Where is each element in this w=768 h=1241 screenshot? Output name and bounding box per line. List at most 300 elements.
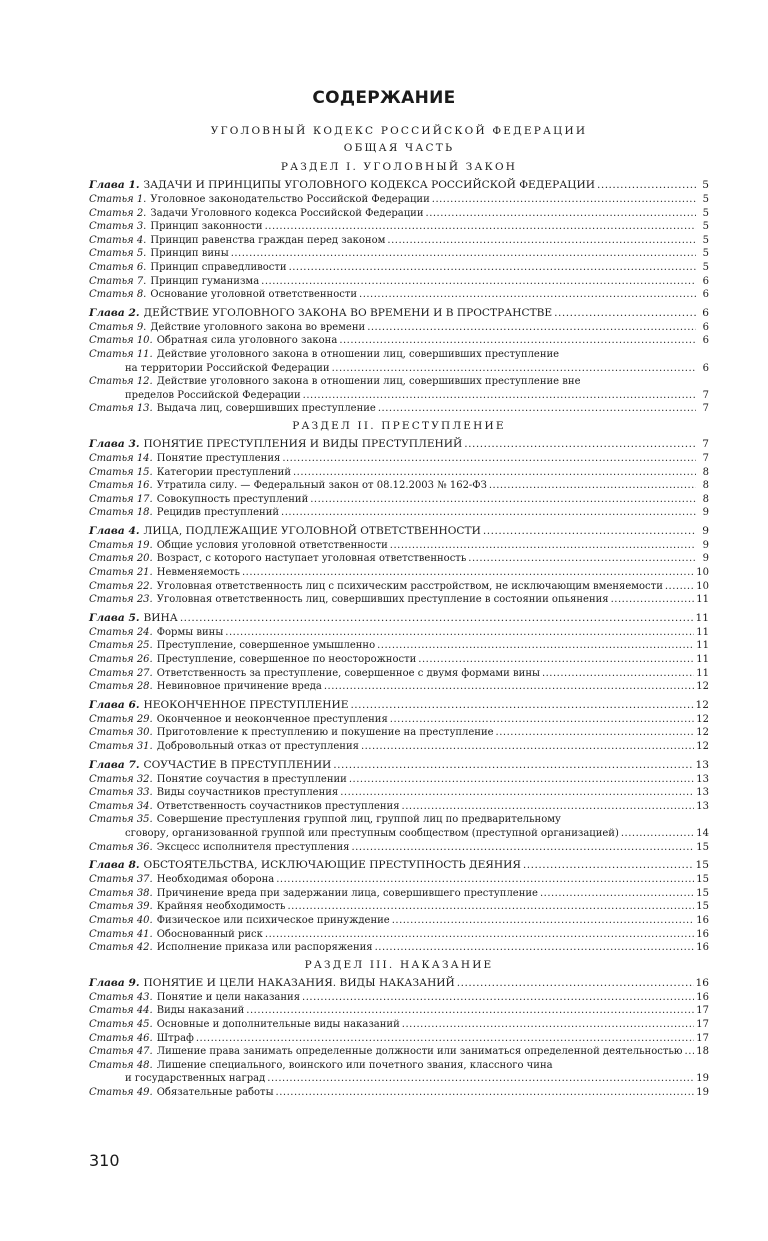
article-label: Статья 26. xyxy=(89,654,153,666)
article-page: 11 xyxy=(696,640,709,652)
article-title: Ответственность за преступление, совершенное с двумя формами вины xyxy=(156,667,540,679)
article-title: Обоснованный риск xyxy=(156,928,263,940)
dot-leader xyxy=(242,566,694,580)
article-title: Принцип гуманизма xyxy=(150,275,260,287)
section-heading: РАЗДЕЛ III. НАКАЗАНИЕ xyxy=(304,958,494,971)
dot-leader xyxy=(359,288,696,302)
dot-leader xyxy=(303,389,696,403)
page-number: 310 xyxy=(89,1151,120,1170)
article-label: Статья 30. xyxy=(89,727,153,739)
article-page: 11 xyxy=(696,667,709,679)
article-title: Лишение специального, воинского или почетного звания, классного чина xyxy=(156,1059,553,1071)
article-label: Статья 20. xyxy=(89,553,153,565)
article-row xyxy=(89,941,709,955)
article-page: 8 xyxy=(702,466,709,478)
dot-leader xyxy=(361,740,694,754)
chapter-page: 6 xyxy=(702,306,709,319)
article-line-1 xyxy=(89,813,709,827)
section-heading: РАЗДЕЛ II. ПРЕСТУПЛЕНИЕ xyxy=(292,419,506,432)
chapter-label: Глава 8. xyxy=(89,859,140,872)
article-title: Возраст, с которого наступает уголовная ответственность xyxy=(156,553,467,565)
article-row xyxy=(89,740,709,754)
article-row xyxy=(89,321,709,335)
article-title: Исполнение приказа или распоряжения xyxy=(156,942,373,954)
chapter-page: 13 xyxy=(695,758,709,771)
article-page: 12 xyxy=(696,727,709,739)
article-title-cont: сговору, организованной группой или преступным сообществом (преступной организацией) xyxy=(125,827,619,839)
article-page: 8 xyxy=(702,493,709,505)
article-row xyxy=(89,452,709,466)
dot-leader xyxy=(418,653,694,667)
dot-leader xyxy=(333,757,693,773)
article-label: Статья 33. xyxy=(89,787,153,799)
article-title-cont: и государственных наград xyxy=(125,1073,266,1085)
article-page: 14 xyxy=(696,827,709,839)
article-row xyxy=(89,773,709,787)
article-row xyxy=(89,207,709,221)
article-page: 5 xyxy=(702,194,709,205)
chapter-row xyxy=(89,857,709,873)
dot-leader xyxy=(542,667,694,681)
article-page: 19 xyxy=(696,1073,709,1085)
article-label: Статья 9. xyxy=(89,321,147,333)
dot-leader xyxy=(349,773,694,787)
article-page: 5 xyxy=(702,221,709,233)
article-title: Основание уголовной ответственности xyxy=(150,289,358,301)
article-label: Статья 12. xyxy=(89,376,153,388)
chapter-row xyxy=(89,757,709,773)
article-title: Необходимая оборона xyxy=(156,874,275,886)
article-page: 19 xyxy=(696,1086,709,1098)
article-label: Статья 5. xyxy=(89,248,147,260)
dot-leader xyxy=(597,177,696,193)
dot-leader xyxy=(432,193,696,207)
article-row xyxy=(89,1059,709,1086)
dot-leader xyxy=(231,247,696,261)
article-row xyxy=(89,653,709,667)
article-label: Статья 10. xyxy=(89,335,153,347)
article-row xyxy=(89,261,709,275)
article-title: Задачи Уголовного кодекса Российской Федерации xyxy=(150,207,424,219)
article-label: Статья 27. xyxy=(89,667,153,679)
article-line-1 xyxy=(89,375,709,389)
article-row xyxy=(89,375,709,402)
dot-leader xyxy=(351,841,694,855)
article-row xyxy=(89,552,709,566)
article-label: Статья 49. xyxy=(89,1086,153,1098)
article-page: 11 xyxy=(696,594,709,606)
article-label: Статья 35. xyxy=(89,814,153,826)
article-page: 17 xyxy=(696,1018,709,1030)
article-title-cont: пределов Российской Федерации xyxy=(125,389,301,401)
dot-leader xyxy=(390,539,696,553)
dot-leader xyxy=(287,900,694,914)
dot-leader xyxy=(265,928,694,942)
article-row xyxy=(89,786,709,800)
article-page: 13 xyxy=(696,787,709,799)
article-label: Статья 48. xyxy=(89,1059,153,1071)
article-row xyxy=(89,334,709,348)
code-title: УГОЛОВНЫЙ КОДЕКС РОССИЙСКОЙ ФЕДЕРАЦИИ xyxy=(210,125,588,137)
article-page: 16 xyxy=(696,942,709,954)
dot-leader xyxy=(302,991,694,1005)
article-page: 7 xyxy=(702,403,709,415)
dot-leader xyxy=(289,261,696,275)
article-title: Совокупность преступлений xyxy=(156,493,309,505)
dot-leader xyxy=(554,305,696,321)
article-row xyxy=(89,639,709,653)
article-page: 5 xyxy=(702,234,709,246)
article-page: 15 xyxy=(696,887,709,899)
chapter-label: Глава 1. xyxy=(89,179,140,191)
article-title: Лишение права занимать определенные должности или заниматься определенной деятельностью xyxy=(156,1046,683,1058)
article-label: Статья 45. xyxy=(89,1018,153,1030)
dot-leader xyxy=(390,713,694,727)
dot-leader xyxy=(611,593,695,607)
article-label: Статья 28. xyxy=(89,681,153,693)
dot-leader xyxy=(340,786,694,800)
article-label: Статья 31. xyxy=(89,741,153,752)
article-row xyxy=(89,402,709,416)
article-title: Уголовная ответственность лиц, совершивших преступление в состоянии опьянения xyxy=(156,594,609,606)
article-page: 16 xyxy=(696,914,709,926)
article-page: 12 xyxy=(696,741,709,752)
chapter-row xyxy=(89,177,709,193)
article-row xyxy=(89,506,709,520)
article-line-1 xyxy=(89,348,709,362)
article-label: Статья 22. xyxy=(89,580,153,592)
dot-leader xyxy=(367,321,696,335)
article-line-1 xyxy=(89,1059,709,1073)
dot-leader xyxy=(665,580,694,594)
article-title: Крайняя необходимость xyxy=(156,901,286,913)
chapter-label: Глава 4. xyxy=(89,524,140,537)
article-title: Совершение преступления группой лиц, группой лиц по предварительному xyxy=(156,814,561,826)
article-row xyxy=(89,247,709,261)
chapter-page: 5 xyxy=(702,179,709,191)
chapter-title: ЗАДАЧИ И ПРИНЦИПЫ УГОЛОВНОГО КОДЕКСА РОССИЙСКОЙ ФЕДЕРАЦИИ xyxy=(143,179,595,191)
dot-leader xyxy=(339,334,696,348)
article-row xyxy=(89,873,709,887)
chapter-row xyxy=(89,523,709,539)
article-page: 5 xyxy=(702,207,709,219)
dot-leader xyxy=(685,1045,695,1059)
dot-leader xyxy=(375,941,695,955)
article-title: Ответственность соучастников преступления xyxy=(156,800,400,812)
article-row xyxy=(89,900,709,914)
dot-leader xyxy=(310,493,696,507)
article-label: Статья 41. xyxy=(89,928,153,940)
article-title: Оконченное и неоконченное преступления xyxy=(156,713,388,725)
article-page: 6 xyxy=(702,289,709,301)
chapter-label: Глава 9. xyxy=(89,976,140,989)
part-title: ОБЩАЯ ЧАСТЬ xyxy=(343,142,455,154)
article-row xyxy=(89,220,709,234)
dot-leader xyxy=(276,1086,695,1100)
chapter-row xyxy=(89,305,709,321)
article-title: Понятие соучастия в преступлении xyxy=(156,773,347,785)
dot-leader xyxy=(426,207,696,221)
article-title: Уголовная ответственность лиц с психическим расстройством, не исключающим вменяемости xyxy=(156,580,663,592)
article-title: Действие уголовного закона во времени xyxy=(150,321,366,333)
article-label: Статья 25. xyxy=(89,640,153,652)
chapter-row xyxy=(89,697,709,713)
article-page: 6 xyxy=(702,321,709,333)
chapter-page: 11 xyxy=(695,611,709,624)
chapter-title: ОБСТОЯТЕЛЬСТВА, ИСКЛЮЧАЮЩИЕ ПРЕСТУПНОСТЬ ДЕЯНИЯ xyxy=(143,859,521,872)
article-title-cont: на территории Российской Федерации xyxy=(125,362,330,374)
article-row xyxy=(89,800,709,814)
article-row xyxy=(89,466,709,480)
dot-leader xyxy=(457,975,694,991)
chapter-label: Глава 7. xyxy=(89,758,140,771)
dot-leader xyxy=(225,626,694,640)
article-label: Статья 46. xyxy=(89,1032,153,1044)
article-row xyxy=(89,1032,709,1046)
article-row xyxy=(89,667,709,681)
dot-leader xyxy=(402,800,695,814)
chapter-page: 15 xyxy=(695,859,709,872)
article-row xyxy=(89,348,709,375)
article-row xyxy=(89,841,709,855)
dot-leader xyxy=(324,680,694,694)
dot-leader xyxy=(621,827,694,841)
article-row xyxy=(89,1004,709,1018)
article-label: Статья 19. xyxy=(89,539,153,551)
article-label: Статья 8. xyxy=(89,289,147,301)
article-title: Невменяемость xyxy=(156,567,240,579)
article-title: Принцип равенства граждан перед законом xyxy=(150,234,386,246)
dot-leader xyxy=(387,234,696,248)
article-page: 10 xyxy=(696,567,709,579)
dot-leader xyxy=(468,552,696,566)
article-row xyxy=(89,626,709,640)
chapter-label: Глава 5. xyxy=(89,611,140,624)
article-row xyxy=(89,288,709,302)
article-page: 10 xyxy=(696,580,709,592)
article-title: Обязательные работы xyxy=(156,1086,274,1098)
chapter-label: Глава 6. xyxy=(89,698,140,711)
article-title: Понятие и цели наказания xyxy=(156,991,301,1003)
dot-leader xyxy=(196,1032,694,1046)
page-title: СОДЕРЖАНИЕ xyxy=(312,88,456,108)
dot-leader xyxy=(246,1004,694,1018)
chapter-row xyxy=(89,975,709,991)
article-page: 11 xyxy=(696,626,709,638)
dot-leader xyxy=(540,887,694,901)
article-label: Статья 7. xyxy=(89,275,147,287)
chapter-title: ПОНЯТИЕ ПРЕСТУПЛЕНИЯ И ВИДЫ ПРЕСТУПЛЕНИЙ xyxy=(143,437,463,450)
dot-leader xyxy=(265,220,696,234)
dot-leader xyxy=(489,479,696,493)
chapter-label: Глава 2. xyxy=(89,306,140,319)
toc-body xyxy=(89,158,709,1099)
article-label: Статья 13. xyxy=(89,403,153,415)
article-label: Статья 39. xyxy=(89,901,153,913)
article-label: Статья 47. xyxy=(89,1046,153,1058)
article-page: 13 xyxy=(696,800,709,812)
article-page: 6 xyxy=(702,275,709,287)
article-title: Эксцесс исполнителя преступления xyxy=(156,841,350,853)
article-label: Статья 38. xyxy=(89,887,153,899)
article-label: Статья 3. xyxy=(89,221,147,233)
article-title: Физическое или психическое принуждение xyxy=(156,914,390,926)
article-page: 8 xyxy=(702,480,709,492)
chapter-page: 12 xyxy=(695,698,709,711)
article-title: Действие уголовного закона в отношении лиц, совершивших преступление вне xyxy=(156,376,581,388)
article-label: Статья 23. xyxy=(89,594,153,606)
article-title: Приготовление к преступлению и покушение на преступление xyxy=(156,727,494,739)
article-row xyxy=(89,580,709,594)
article-page: 12 xyxy=(696,713,709,725)
chapter-label: Глава 3. xyxy=(89,437,140,450)
article-label: Статья 4. xyxy=(89,234,147,246)
article-page: 5 xyxy=(702,261,709,273)
article-title: Преступление, совершенное умышленно xyxy=(156,640,376,652)
article-page: 15 xyxy=(696,874,709,886)
article-label: Статья 11. xyxy=(89,348,153,360)
article-row xyxy=(89,680,709,694)
dot-leader xyxy=(377,639,694,653)
article-title: Виды соучастников преступления xyxy=(156,787,339,799)
chapter-page: 7 xyxy=(702,437,709,450)
article-row xyxy=(89,813,709,840)
article-row xyxy=(89,539,709,553)
article-label: Статья 21. xyxy=(89,567,153,579)
chapter-page: 16 xyxy=(695,976,709,989)
article-title: Основные и дополнительные виды наказаний xyxy=(156,1018,400,1030)
dot-leader xyxy=(402,1018,694,1032)
article-label: Статья 17. xyxy=(89,493,153,505)
table-of-contents xyxy=(89,123,709,1099)
article-page: 16 xyxy=(696,991,709,1003)
article-page: 15 xyxy=(696,901,709,913)
article-row xyxy=(89,726,709,740)
article-title: Рецидив преступлений xyxy=(156,507,280,519)
dot-leader xyxy=(261,275,696,289)
article-label: Статья 15. xyxy=(89,466,153,478)
article-label: Статья 29. xyxy=(89,713,153,725)
dot-leader xyxy=(276,873,694,887)
article-row xyxy=(89,566,709,580)
article-title: Принцип законности xyxy=(150,221,263,233)
article-row xyxy=(89,713,709,727)
chapter-row xyxy=(89,436,709,452)
article-label: Статья 43. xyxy=(89,991,153,1003)
dot-leader xyxy=(496,726,695,740)
article-title: Невиновное причинение вреда xyxy=(156,681,322,693)
article-page: 7 xyxy=(702,389,709,401)
chapter-row xyxy=(89,610,709,626)
article-row xyxy=(89,914,709,928)
article-label: Статья 37. xyxy=(89,874,153,886)
article-page: 6 xyxy=(702,335,709,347)
article-label: Статья 32. xyxy=(89,773,153,785)
article-title: Виды наказаний xyxy=(156,1005,245,1017)
article-title: Утратила силу. — Федеральный закон от 08.12.2003 № 162-ФЗ xyxy=(156,480,487,492)
article-row xyxy=(89,887,709,901)
dot-leader xyxy=(523,857,694,873)
article-row xyxy=(89,991,709,1005)
article-row xyxy=(89,1018,709,1032)
article-title: Причинение вреда при задержании лица, совершившего преступление xyxy=(156,887,538,899)
article-title: Добровольный отказ от преступления xyxy=(156,741,359,752)
article-row xyxy=(89,593,709,607)
article-row xyxy=(89,234,709,248)
article-line-2 xyxy=(89,827,709,841)
chapter-title: СОУЧАСТИЕ В ПРЕСТУПЛЕНИИ xyxy=(143,758,332,771)
dot-leader xyxy=(483,523,696,539)
dot-leader xyxy=(267,1072,694,1086)
dot-leader xyxy=(282,452,696,466)
article-row xyxy=(89,1086,709,1100)
dot-leader xyxy=(378,402,696,416)
article-line-2 xyxy=(89,389,709,403)
article-label: Статья 2. xyxy=(89,207,147,219)
article-line-2 xyxy=(89,362,709,376)
article-row xyxy=(89,275,709,289)
article-title: Обратная сила уголовного закона xyxy=(156,335,338,347)
article-title: Штраф xyxy=(156,1032,194,1044)
dot-leader xyxy=(392,914,695,928)
article-title: Формы вины xyxy=(156,626,224,638)
article-page: 11 xyxy=(696,654,709,666)
dot-leader xyxy=(464,436,696,452)
article-label: Статья 40. xyxy=(89,914,153,926)
dot-leader xyxy=(332,362,696,376)
article-title: Общие условия уголовной ответственности xyxy=(156,539,388,551)
article-line-2 xyxy=(89,1072,709,1086)
article-page: 12 xyxy=(696,681,709,693)
article-row xyxy=(89,493,709,507)
article-label: Статья 44. xyxy=(89,1005,153,1017)
article-page: 6 xyxy=(702,362,709,374)
article-row xyxy=(89,193,709,207)
article-page: 13 xyxy=(696,773,709,785)
article-page: 17 xyxy=(696,1005,709,1017)
article-label: Статья 6. xyxy=(89,261,147,273)
article-label: Статья 24. xyxy=(89,626,153,638)
chapter-title: ДЕЙСТВИЕ УГОЛОВНОГО ЗАКОНА ВО ВРЕМЕНИ И В ПРОСТРАНСТВЕ xyxy=(143,306,553,319)
article-label: Статья 42. xyxy=(89,942,153,954)
chapter-title: ВИНА xyxy=(143,611,178,624)
chapter-page: 9 xyxy=(702,524,709,537)
article-title: Действие уголовного закона в отношении лиц, совершивших преступление xyxy=(156,348,560,360)
article-page: 7 xyxy=(702,452,709,464)
section-heading: РАЗДЕЛ I. УГОЛОВНЫЙ ЗАКОН xyxy=(280,161,518,173)
article-page: 9 xyxy=(702,553,709,565)
article-title: Уголовное законодательство Российской Федерации xyxy=(150,194,430,205)
article-label: Статья 34. xyxy=(89,800,153,812)
article-title: Выдача лиц, совершивших преступление xyxy=(156,403,376,415)
article-page: 9 xyxy=(702,539,709,551)
article-title: Принцип справедливости xyxy=(150,261,287,273)
dot-leader xyxy=(350,697,693,713)
article-page: 15 xyxy=(696,841,709,853)
dot-leader xyxy=(293,466,696,480)
article-label: Статья 14. xyxy=(89,452,153,464)
article-label: Статья 36. xyxy=(89,841,153,853)
article-page: 9 xyxy=(702,507,709,519)
article-page: 17 xyxy=(696,1032,709,1044)
dot-leader xyxy=(281,506,696,520)
article-row xyxy=(89,479,709,493)
chapter-title: ЛИЦА, ПОДЛЕЖАЩИЕ УГОЛОВНОЙ ОТВЕТСТВЕННОСТИ xyxy=(143,524,481,537)
article-page: 16 xyxy=(696,928,709,940)
article-row xyxy=(89,1045,709,1059)
article-label: Статья 1. xyxy=(89,194,147,205)
article-label: Статья 18. xyxy=(89,507,153,519)
